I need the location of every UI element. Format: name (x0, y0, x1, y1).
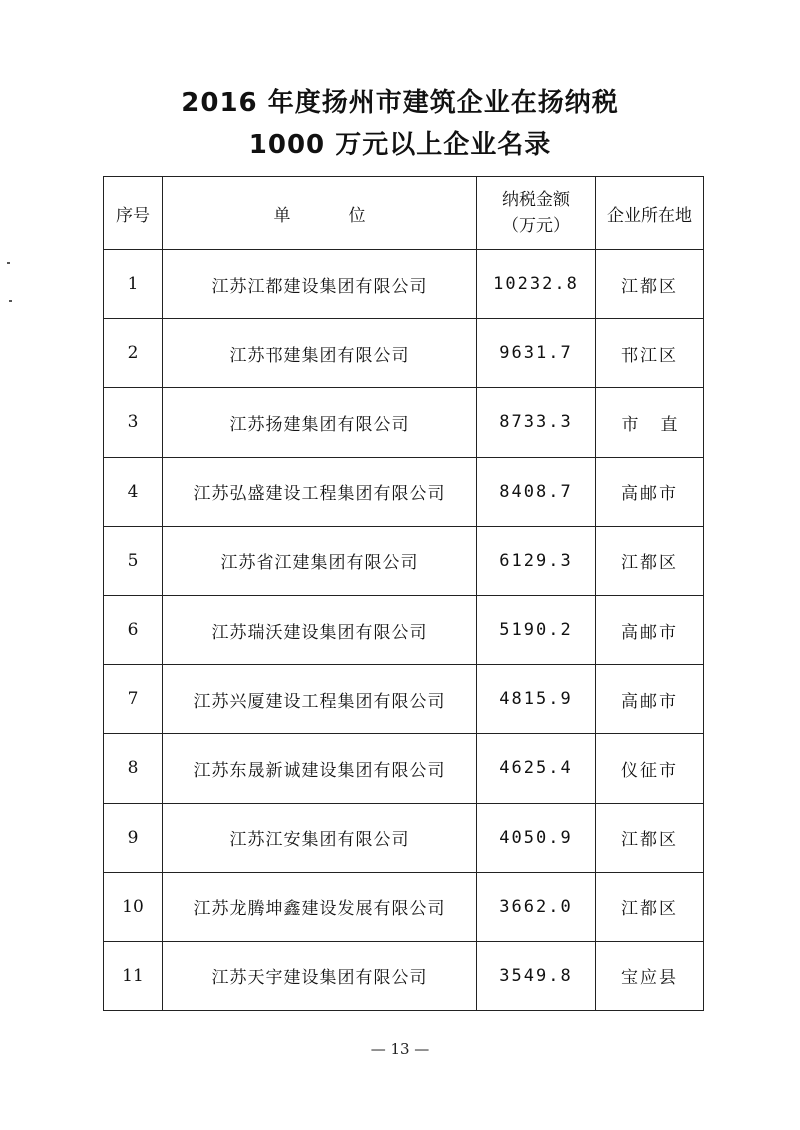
table-header-row (104, 177, 704, 250)
table-row (104, 595, 704, 664)
table-row (104, 665, 704, 734)
row-company: 江苏邗建集团有限公司 (163, 319, 477, 388)
page-number: — 13 — (370, 1040, 430, 1058)
table-row (104, 734, 704, 803)
row-company: 江苏弘盛建设工程集团有限公司 (163, 457, 477, 526)
row-index: 9 (104, 803, 163, 872)
row-location: 江都区 (596, 250, 704, 319)
row-amount: 9631.7 (477, 319, 596, 388)
row-amount: 5190.2 (477, 595, 596, 664)
header-unit (163, 177, 477, 250)
row-company: 江苏扬建集团有限公司 (163, 388, 477, 457)
row-index: 11 (104, 941, 163, 1010)
enterprise-tax-table (103, 176, 704, 1011)
row-amount: 4050.9 (477, 803, 596, 872)
table-row (104, 803, 704, 872)
table-row (104, 388, 704, 457)
row-index: 10 (104, 872, 163, 941)
row-location: 仪征市 (596, 734, 704, 803)
table-row (104, 941, 704, 1010)
table-row (104, 872, 704, 941)
row-index: 8 (104, 734, 163, 803)
row-location: 高邮市 (596, 595, 704, 664)
row-company: 江苏天宇建设集团有限公司 (163, 941, 477, 1010)
row-amount: 8408.7 (477, 457, 596, 526)
row-location: 宝应县 (596, 941, 704, 1010)
row-index: 1 (104, 250, 163, 319)
header-unit-label: 单位 (273, 205, 424, 226)
row-index: 7 (104, 665, 163, 734)
header-amount-line-1: 纳税金额 (502, 190, 570, 210)
row-amount: 4625.4 (477, 734, 596, 803)
table-row (104, 319, 704, 388)
row-location: 江都区 (596, 803, 704, 872)
row-index: 5 (104, 526, 163, 595)
table-row (104, 250, 704, 319)
row-amount: 3662.0 (477, 872, 596, 941)
page-title-line-2: 1000 万元以上企业名录 (248, 130, 552, 160)
row-company: 江苏瑞沃建设集团有限公司 (163, 595, 477, 664)
row-location: 邗江区 (596, 319, 704, 388)
row-location: 江都区 (596, 526, 704, 595)
row-index: 4 (104, 457, 163, 526)
row-index: 6 (104, 595, 163, 664)
table-row (104, 457, 704, 526)
row-location: 高邮市 (596, 457, 704, 526)
row-amount: 10232.8 (477, 250, 596, 319)
row-company: 江苏省江建集团有限公司 (163, 526, 477, 595)
row-company: 江苏江都建设集团有限公司 (163, 250, 477, 319)
scan-speck (9, 300, 12, 302)
scan-speck (7, 262, 10, 264)
header-amount-line-2: （万元） (502, 216, 570, 236)
row-amount: 6129.3 (477, 526, 596, 595)
row-amount: 4815.9 (477, 665, 596, 734)
row-company: 江苏兴厦建设工程集团有限公司 (163, 665, 477, 734)
row-company: 江苏江安集团有限公司 (163, 803, 477, 872)
row-location: 市直 (596, 388, 704, 457)
row-location: 江都区 (596, 872, 704, 941)
header-index: 序号 (104, 177, 163, 250)
header-location: 企业所在地 (596, 177, 704, 250)
row-location: 高邮市 (596, 665, 704, 734)
row-company: 江苏龙腾坤鑫建设发展有限公司 (163, 872, 477, 941)
header-amount (477, 177, 596, 250)
row-index: 3 (104, 388, 163, 457)
row-amount: 8733.3 (477, 388, 596, 457)
row-company: 江苏东晟新诚建设集团有限公司 (163, 734, 477, 803)
page-title-line-1: 2016 年度扬州市建筑企业在扬纳税 (181, 88, 619, 118)
table-row (104, 526, 704, 595)
row-amount: 3549.8 (477, 941, 596, 1010)
row-index: 2 (104, 319, 163, 388)
